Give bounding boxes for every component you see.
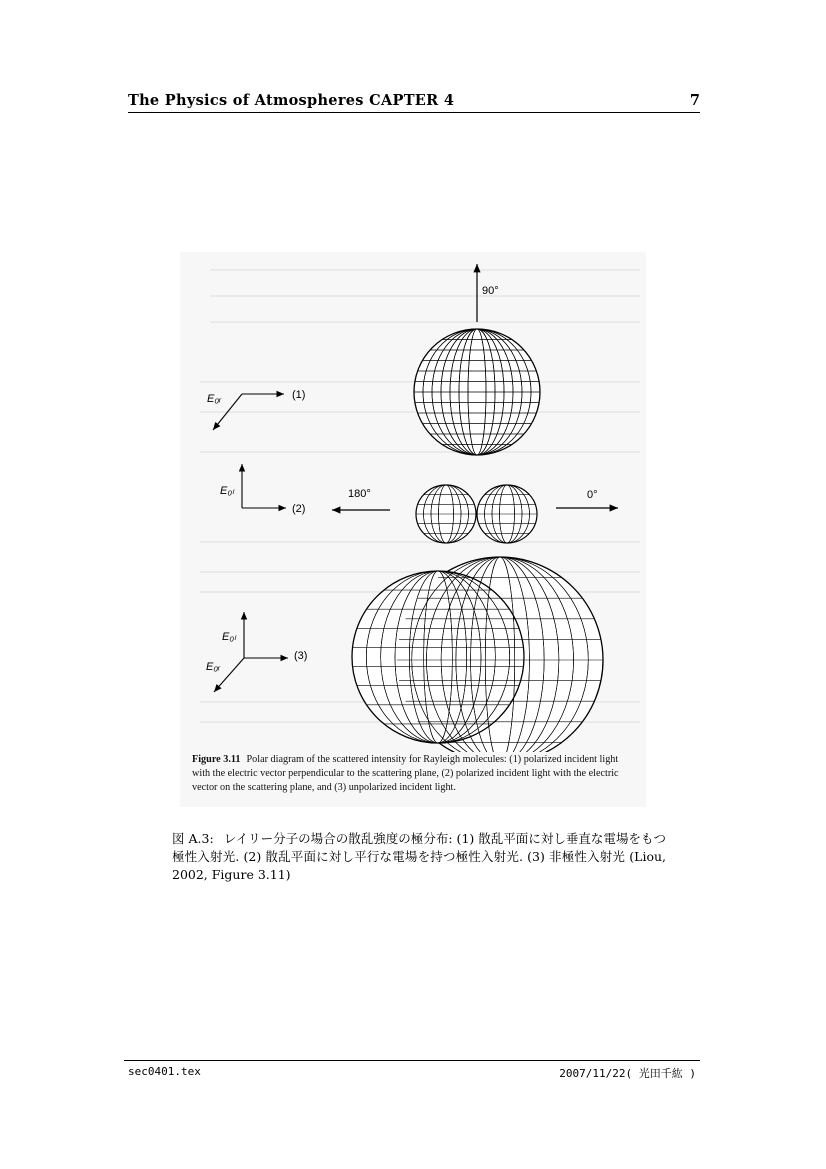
angle-label-0: 0° — [587, 489, 598, 501]
angle-label-90: 90° — [482, 285, 499, 297]
axes-2 — [242, 464, 286, 508]
polar-diagram — [180, 252, 646, 752]
running-footer — [124, 1060, 700, 1080]
page-number: 7 — [689, 92, 700, 109]
footer-filename: sec0401.tex — [128, 1065, 201, 1078]
original-figure-caption — [192, 753, 638, 795]
sphere-1 — [414, 329, 540, 455]
axes-3 — [214, 612, 288, 692]
field-label-el-3: E₀ₗ — [222, 631, 236, 643]
dipole-lobes-2 — [416, 485, 537, 543]
footer-date: 2007/11/22( 光田千紘 ) — [559, 1067, 696, 1080]
field-label-er-1: E₀ᵣ — [207, 393, 222, 405]
caption-label: 図 A.3: — [172, 831, 214, 846]
running-header — [128, 90, 700, 113]
figure-caption — [172, 830, 666, 884]
field-label-er-3: E₀ᵣ — [206, 661, 221, 673]
label-2: (2) — [292, 503, 306, 515]
figure-caption-text: Polar diagram of the scattered intensity for Rayleigh molecules: (1) polarized incident light with the electric vector perpendicular to the scattering plane, (2) polarized incident light with the electric vector on the scattering plane, and (3) unpolarized incident light. — [192, 754, 619, 793]
running-title: The Physics of Atmospheres CAPTER 4 — [128, 92, 455, 109]
field-label-el-2: E₀ₗ — [220, 485, 234, 497]
figure-number: Figure 3.11 — [192, 754, 241, 765]
label-1: (1) — [292, 389, 306, 401]
angle-label-180: 180° — [348, 488, 371, 500]
sphere-3 — [352, 557, 603, 752]
label-3: (3) — [294, 650, 308, 662]
caption-text: レイリー分子の場合の散乱強度の極分布: (1) 散乱平面に対し垂直な電場をもつ極性入射光. (2) 散乱平面に対し平行な電場を持つ極性入射光. (3) 非極性入射光 (Liou, 2002, Figure 3.11) — [172, 831, 666, 882]
scanned-figure — [180, 252, 646, 807]
